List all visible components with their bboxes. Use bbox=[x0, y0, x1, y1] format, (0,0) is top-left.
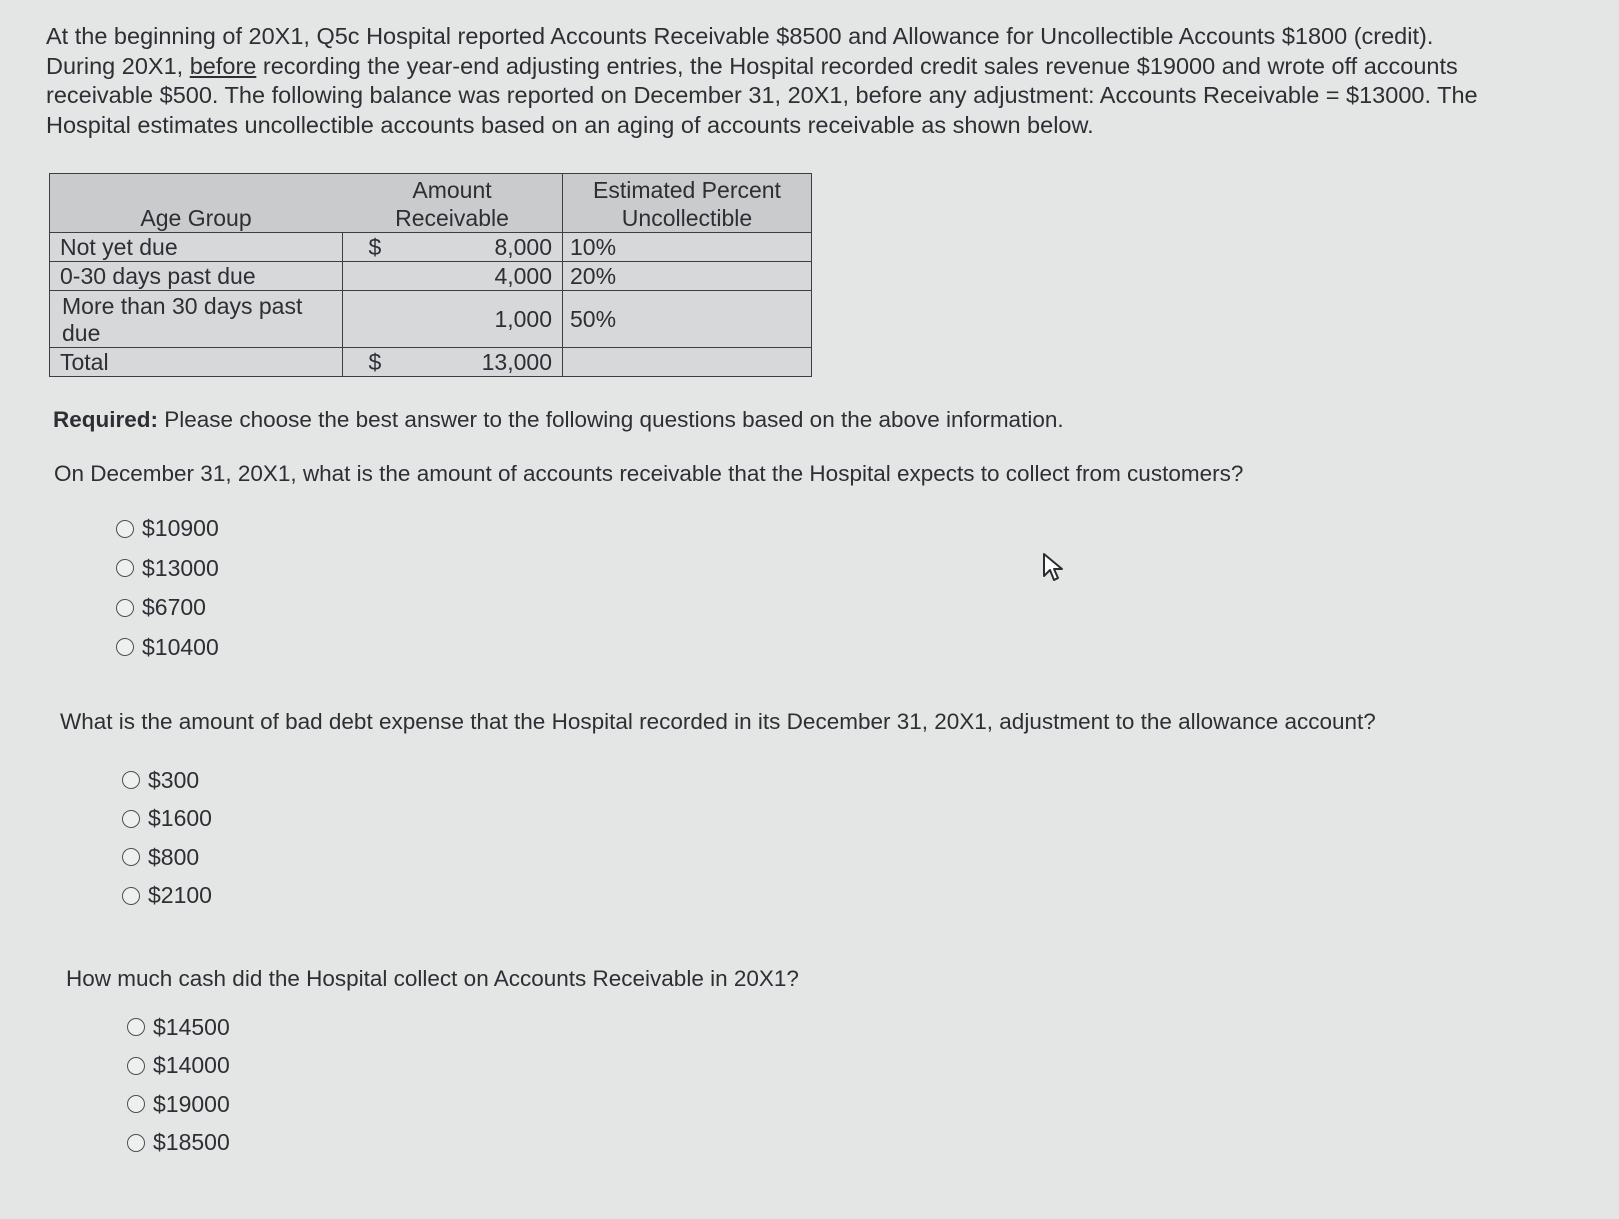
option-q3-d[interactable] bbox=[127, 1124, 230, 1163]
total-amount-cell bbox=[342, 348, 563, 377]
option-label: $19000 bbox=[153, 1090, 230, 1117]
option-label: $10400 bbox=[142, 633, 219, 660]
option-q2-c[interactable] bbox=[122, 838, 212, 877]
option-q1-b[interactable] bbox=[116, 549, 219, 589]
radio-unchecked-icon[interactable] bbox=[116, 599, 134, 617]
radio-unchecked-icon[interactable] bbox=[122, 887, 140, 905]
header-age-group: Age Group bbox=[50, 174, 343, 233]
question-1-text: On December 31, 20X1, what is the amount of accounts receivable that the Hospital expects to collect from customers? bbox=[54, 461, 1244, 486]
option-label: $18500 bbox=[153, 1129, 230, 1156]
table-total-row bbox=[50, 348, 812, 377]
radio-unchecked-icon[interactable] bbox=[122, 848, 140, 866]
amount-value: 8,000 bbox=[494, 234, 552, 260]
radio-unchecked-icon[interactable] bbox=[127, 1018, 145, 1036]
table-row bbox=[50, 262, 812, 291]
aging-table bbox=[49, 173, 812, 377]
radio-unchecked-icon[interactable] bbox=[116, 559, 134, 577]
radio-unchecked-icon[interactable] bbox=[116, 638, 134, 656]
mouse-pointer-icon bbox=[1042, 552, 1064, 582]
option-q1-c[interactable] bbox=[116, 588, 219, 628]
option-q3-a[interactable] bbox=[127, 1008, 230, 1047]
table-row bbox=[50, 291, 812, 348]
option-label: $6700 bbox=[142, 594, 206, 621]
radio-unchecked-icon[interactable] bbox=[122, 771, 140, 789]
age-cell: More than 30 days past due bbox=[50, 291, 343, 348]
total-amount-value: 13,000 bbox=[481, 349, 552, 375]
header-amount-receivable: Amount Receivable bbox=[342, 174, 563, 233]
option-q3-c[interactable] bbox=[127, 1085, 230, 1124]
question-3-options bbox=[127, 1008, 230, 1162]
problem-statement bbox=[46, 22, 1496, 140]
amount-cell bbox=[342, 262, 563, 291]
age-cell: Not yet due bbox=[50, 233, 343, 262]
option-label: $300 bbox=[148, 766, 200, 793]
option-q2-b[interactable] bbox=[122, 800, 212, 839]
table-row bbox=[50, 233, 812, 262]
age-cell: 0-30 days past due bbox=[50, 262, 343, 291]
radio-unchecked-icon[interactable] bbox=[116, 520, 134, 538]
option-label: $800 bbox=[148, 843, 200, 870]
percent-cell: 50% bbox=[563, 291, 812, 348]
radio-unchecked-icon[interactable] bbox=[127, 1095, 145, 1113]
amount-value: 1,000 bbox=[494, 306, 552, 332]
total-percent-cell bbox=[563, 348, 812, 377]
percent-cell: 10% bbox=[563, 233, 812, 262]
option-q2-a[interactable] bbox=[122, 761, 212, 800]
option-label: $14000 bbox=[153, 1052, 230, 1079]
question-2-text: What is the amount of bad debt expense that the Hospital recorded in its December 31, 20X1, adjustment to the allowance account? bbox=[60, 709, 1376, 734]
intro-text-part2: recording the year-end adjusting entries, the Hospital recorded credit sales revenue $19000 and wrote off accounts receivable $500. The following balance was reported on December 31, 20X1, before any adjustment: Accounts Receivable = $13000. The Hospital estimates uncollectible accounts based on an aging of accounts receivable as shown below. bbox=[46, 52, 1478, 138]
option-q1-a[interactable] bbox=[116, 509, 219, 549]
total-label: Total bbox=[50, 348, 343, 377]
intro-underlined-word: before bbox=[189, 52, 257, 79]
amount-cell bbox=[342, 233, 563, 262]
radio-unchecked-icon[interactable] bbox=[127, 1134, 145, 1152]
radio-unchecked-icon[interactable] bbox=[127, 1057, 145, 1075]
option-q2-d[interactable] bbox=[122, 877, 212, 916]
option-q3-b[interactable] bbox=[127, 1047, 230, 1086]
amount-cell bbox=[342, 291, 563, 348]
question-2-options bbox=[122, 761, 212, 915]
amount-value: 4,000 bbox=[494, 263, 552, 289]
option-q1-d[interactable] bbox=[116, 628, 219, 668]
option-label: $13000 bbox=[142, 554, 219, 581]
required-label: Required: bbox=[53, 407, 159, 432]
dollar-sign: $ bbox=[368, 349, 382, 375]
percent-cell: 20% bbox=[563, 262, 812, 291]
radio-unchecked-icon[interactable] bbox=[122, 810, 140, 828]
required-text: Please choose the best answer to the following questions based on the above information. bbox=[158, 407, 1064, 432]
dollar-sign: $ bbox=[368, 234, 382, 260]
option-label: $2100 bbox=[148, 882, 212, 909]
required-instruction bbox=[53, 407, 1064, 433]
option-label: $14500 bbox=[153, 1013, 230, 1040]
option-label: $1600 bbox=[148, 805, 212, 832]
intro-text-part1: At the beginning of 20X1, Q5c Hospital reported Accounts Receivable $8500 and Allowance for Uncollectible Accounts $1800 (credit). During 20X1, bbox=[46, 23, 1434, 79]
option-label: $10900 bbox=[142, 515, 219, 542]
header-estimated-percent: Estimated Percent Uncollectible bbox=[563, 174, 812, 233]
table-header-row bbox=[50, 174, 812, 233]
question-3-text: How much cash did the Hospital collect on Accounts Receivable in 20X1? bbox=[66, 966, 799, 991]
question-1-options bbox=[116, 509, 219, 667]
